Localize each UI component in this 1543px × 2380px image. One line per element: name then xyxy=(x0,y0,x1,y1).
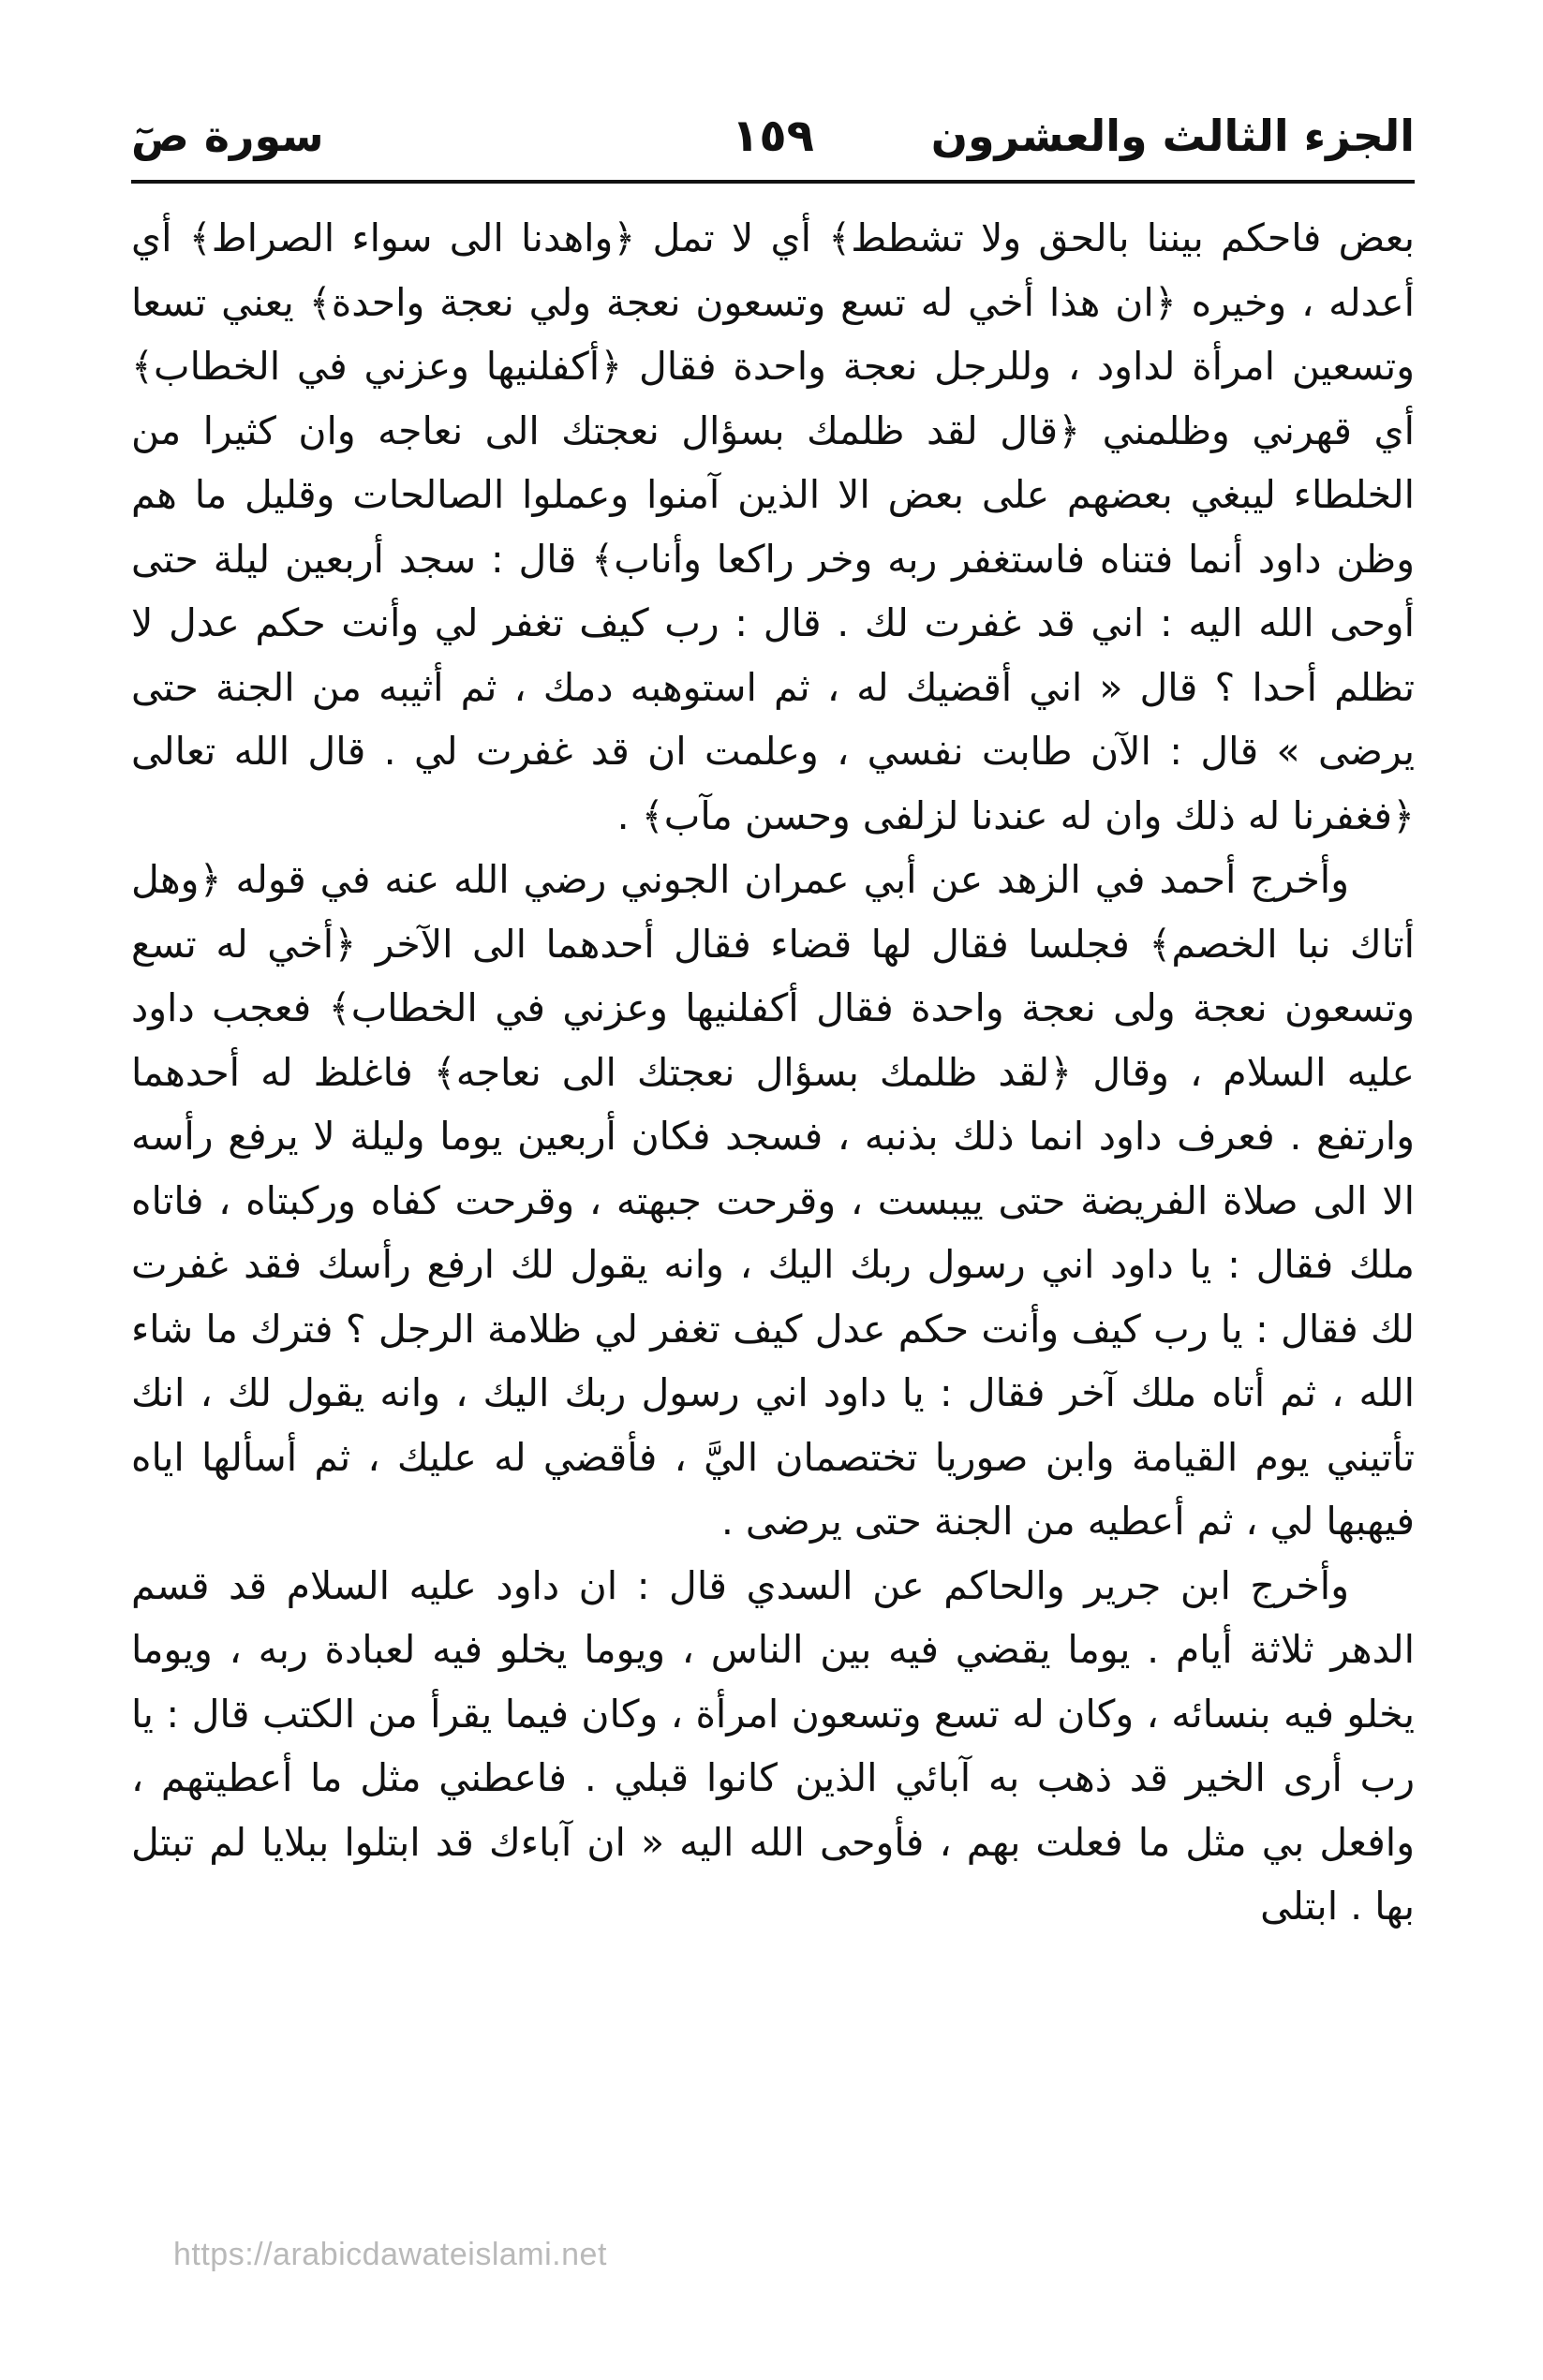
page-number: ١٥٩ xyxy=(732,110,814,162)
paragraph-3: وأخرج ابن جرير والحاكم عن السدي قال : ان داود عليه السلام قد قسم الدهر ثلاثة أيام . يوما يقضي فيه بين الناس ، ويوما يخلو فيه لعبادة ربه ، ويوما يخلو فيه بنسائه ، وكان له تسع وتسعون امرأة ، وكان فيما يقرأ من الكتب قال : يا رب أرى الخير قد ذهب به آبائي الذين كانوا قبلي . فاعطني مثل ما أعطيتهم ، وافعل بي مثل ما فعلت بهم ، فأوحى الله اليه « ان آباءك قد ابتلوا ببلايا لم تبتل بها . ابتلى xyxy=(131,1562,1415,1929)
watermark-url: https://arabicdawateislami.net xyxy=(173,2237,607,2272)
part-title: الجزء الثالث والعشرون xyxy=(930,111,1415,161)
page-body xyxy=(131,206,1415,1939)
running-header xyxy=(131,94,1415,178)
book-page xyxy=(131,75,1415,2323)
surah-title: سورة صٓ xyxy=(131,111,324,161)
header-rule xyxy=(131,180,1415,184)
paragraph-2: وأخرج أحمد في الزهد عن أبي عمران الجوني رضي الله عنه في قوله ﴿وهل أتاك نبا الخصم﴾ فجلسا فقال لها قضاء فقال أحدهما الى الآخر ﴿أخي له تسع وتسعون نعجة ولى نعجة واحدة فقال أكفلنيها وعزني في الخطاب﴾ فعجب داود عليه السلام ، وقال ﴿لقد ظلمك بسؤال نعجتك الى نعاجه﴾ فاغلظ له أحدهما وارتفع . فعرف داود انما ذلك بذنبه ، فسجد فكان أربعين يوما وليلة لا يرفع رأسه الا الى صلاة الفريضة حتى ييبست ، وقرحت جبهته ، وقرحت كفاه وركبتاه ، فاتاه ملك فقال : يا داود اني رسول ربك اليك ، وانه يقول لك ارفع رأسك فقد غفرت لك فقال : يا رب كيف وأنت حكم عدل كيف تغفر لي ظلامة الرجل ؟ فترك ما شاء الله ، ثم أتاه ملك آخر فقال : يا داود اني رسول ربك اليك ، وانه يقول لك ، انك تأتيني يوم القيامة وابن صوريا تختصمان اليَّ ، فأقضي له عليك ، ثم أسألها اياه فيهبها لي ، ثم أعطيه من الجنة حتى يرضى . xyxy=(131,857,1415,1544)
paragraph-1: بعض فاحكم بيننا بالحق ولا تشطط﴾ أي لا تمل ﴿واهدنا الى سواء الصراط﴾ أي أعدله ، وخيره ﴿ان هذا أخي له تسع وتسعون نعجة ولي نعجة واحدة﴾ يعني تسعا وتسعين امرأة لداود ، وللرجل نعجة واحدة فقال ﴿أكفلنيها وعزني في الخطاب﴾ أي قهرني وظلمني ﴿قال لقد ظلمك بسؤال نعجتك الى نعاجه وان كثيرا من الخلطاء ليبغي بعضهم على بعض الا الذين آمنوا وعملوا الصالحات وقليل ما هم وظن داود أنما فتناه فاستغفر ربه وخر راكعا وأناب﴾ قال : سجد أربعين ليلة حتى أوحى الله اليه : اني قد غفرت لك . قال : رب كيف تغفر لي وأنت حكم عدل لا تظلم أحدا ؟ قال « اني أقضيك له ، ثم استوهبه دمك ، ثم أثيبه من الجنة حتى يرضى » قال : الآن طابت نفسي ، وعلمت ان قد غفرت لي . قال الله تعالى ﴿فغفرنا له ذلك وان له عندنا لزلفى وحسن مآب﴾ . xyxy=(131,215,1415,838)
